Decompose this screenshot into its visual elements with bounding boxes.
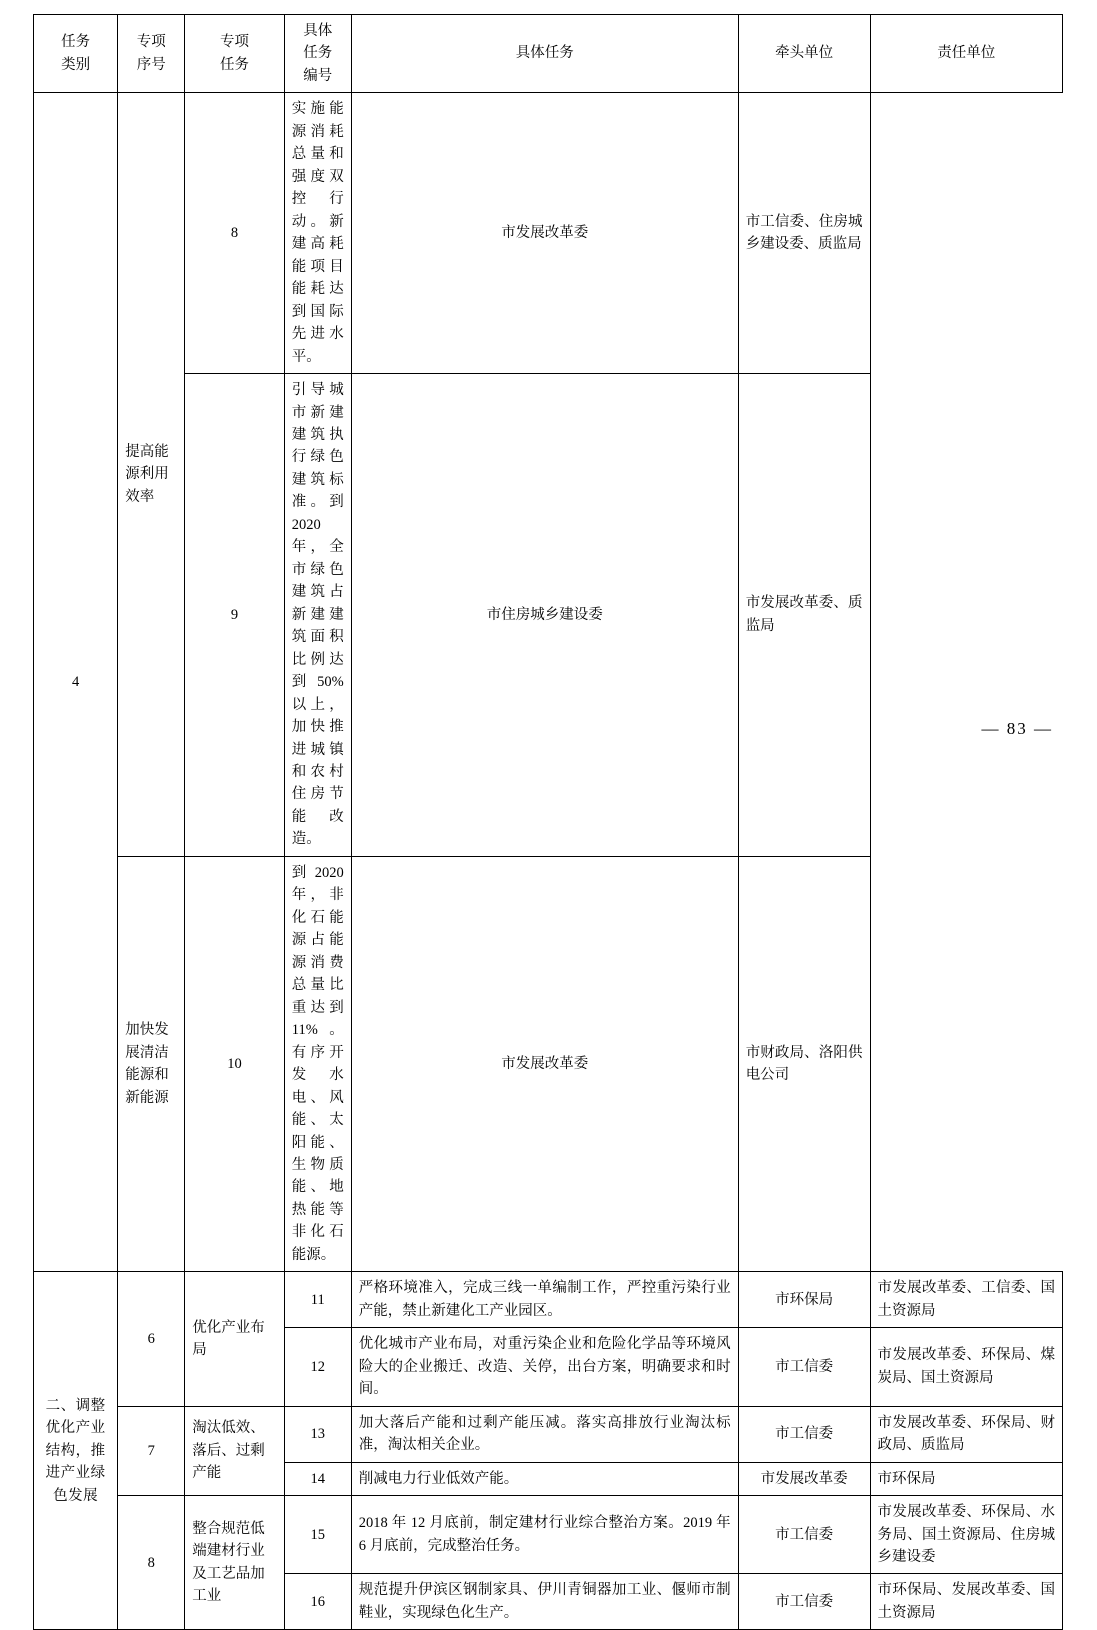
row-lead-unit: 市环保局 xyxy=(738,1272,870,1328)
row-resp-unit: 市发展改革委、环保局、煤炭局、国土资源局 xyxy=(870,1328,1062,1406)
header-special-no-line2: 序号 xyxy=(136,56,166,73)
row-resp-unit: 市发展改革委、工信委、国土资源局 xyxy=(870,1272,1062,1328)
header-special-task-line2: 任务 xyxy=(220,56,250,73)
row-detail-task: 2018 年 12 月底前，制定建材行业综合整治方案。2019 年 6 月底前，完成整治任务。 xyxy=(351,1496,738,1574)
row-lead-unit: 市工信委 xyxy=(738,1496,870,1574)
header-resp-unit: 责任单位 xyxy=(870,15,1062,93)
table-row xyxy=(34,1272,1063,1328)
header-lead-unit: 牵头单位 xyxy=(738,15,870,93)
table-row xyxy=(34,1406,1063,1462)
task-table xyxy=(33,14,1063,1630)
row-special-task: 整合规范低端建材行业及工艺品加工业 xyxy=(185,1496,284,1630)
row-special-task: 淘汰低效、落后、过剩产能 xyxy=(185,1406,284,1495)
row-detail-task: 削减电力行业低效产能。 xyxy=(351,1462,738,1495)
row-detail-no: 15 xyxy=(284,1496,351,1574)
header-detail-no-line1: 具体 xyxy=(303,23,333,39)
row-detail-no: 8 xyxy=(185,93,284,374)
row-resp-unit: 市环保局、发展改革委、国土资源局 xyxy=(870,1574,1062,1630)
table-row xyxy=(34,1496,1063,1574)
row-detail-task: 优化城市产业布局，对重污染企业和危险化学品等环境风险大的企业搬迁、改造、关停，出台方案，明确要求和时间。 xyxy=(351,1328,738,1406)
row-resp-unit: 市工信委、住房城乡建设委、质监局 xyxy=(738,93,870,374)
table-row xyxy=(34,856,1063,1271)
row-lead-unit: 市工信委 xyxy=(738,1574,870,1630)
header-special-task-line1: 专项 xyxy=(220,34,250,51)
table-header-row xyxy=(34,15,1063,93)
row-lead-unit: 市发展改革委 xyxy=(351,856,738,1271)
header-special-task xyxy=(185,15,284,93)
header-detail-no-line2: 任务 xyxy=(303,45,333,62)
page-number: — 83 — xyxy=(981,719,1053,738)
row-resp-unit: 市财政局、洛阳供电公司 xyxy=(738,856,870,1271)
row-lead-unit: 市发展改革委 xyxy=(351,93,738,374)
header-category-line1: 任务 xyxy=(61,34,91,51)
row-detail-no: 13 xyxy=(284,1406,351,1462)
header-special-no xyxy=(118,15,185,93)
header-category-line2: 类别 xyxy=(61,56,91,73)
row-resp-unit: 市发展改革委、环保局、财政局、质监局 xyxy=(870,1406,1062,1462)
row-lead-unit: 市发展改革委 xyxy=(738,1462,870,1495)
row-detail-task: 实施能源消耗总量和强度双控行动。新建高耗能项目能耗达到国际先进水平。 xyxy=(284,93,351,374)
row-resp-unit: 市发展改革委、质监局 xyxy=(738,374,870,857)
row-detail-task: 到 2020 年，非化石能源占能源消费总量比重达到 11%。有序开发水电、风能、太阳能、生物质能、地热能等非化石能源。 xyxy=(284,856,351,1271)
table-row xyxy=(34,374,1063,857)
row-special-no: 4 xyxy=(34,93,118,1272)
row-detail-no: 9 xyxy=(185,374,284,857)
row-special-no: 7 xyxy=(118,1406,185,1495)
row-detail-no: 11 xyxy=(284,1272,351,1328)
row-detail-task: 引导城市新建建筑执行绿色建筑标准。到 2020 年，全市绿色建筑占新建建筑面积比例达到 50%以上，加快推进城镇和农村住房节能改造。 xyxy=(284,374,351,857)
row-special-task: 优化产业布局 xyxy=(185,1272,284,1406)
header-detail-task: 具体任务 xyxy=(351,15,738,93)
row-special-task: 提高能源利用效率 xyxy=(118,93,185,856)
row-detail-task: 规范提升伊滨区钢制家具、伊川青铜器加工业、偃师市制鞋业，实现绿色化生产。 xyxy=(351,1574,738,1630)
row-resp-unit: 市发展改革委、环保局、水务局、国土资源局、住房城乡建设委 xyxy=(870,1496,1062,1574)
row-special-task: 加快发展清洁能源和新能源 xyxy=(118,856,185,1271)
row-category: 二、调整优化产业结构，推进产业绿色发展 xyxy=(34,1272,118,1630)
header-special-no-line1: 专项 xyxy=(136,34,166,51)
header-detail-no-line3: 编号 xyxy=(303,67,333,84)
row-detail-no: 16 xyxy=(284,1574,351,1630)
row-detail-no: 12 xyxy=(284,1328,351,1406)
row-lead-unit: 市住房城乡建设委 xyxy=(351,374,738,857)
row-detail-no: 14 xyxy=(284,1462,351,1495)
row-resp-unit: 市环保局 xyxy=(870,1462,1062,1495)
row-special-no: 8 xyxy=(118,1496,185,1630)
row-detail-task: 严格环境准入，完成三线一单编制工作，严控重污染行业产能，禁止新建化工产业园区。 xyxy=(351,1272,738,1328)
table-row xyxy=(34,93,1063,374)
row-special-no: 6 xyxy=(118,1272,185,1406)
header-detail-no xyxy=(284,15,351,93)
row-detail-no: 10 xyxy=(185,856,284,1271)
row-lead-unit: 市工信委 xyxy=(738,1406,870,1462)
row-detail-task: 加大落后产能和过剩产能压减。落实高排放行业淘汰标准，淘汰相关企业。 xyxy=(351,1406,738,1462)
row-lead-unit: 市工信委 xyxy=(738,1328,870,1406)
header-category xyxy=(34,15,118,93)
